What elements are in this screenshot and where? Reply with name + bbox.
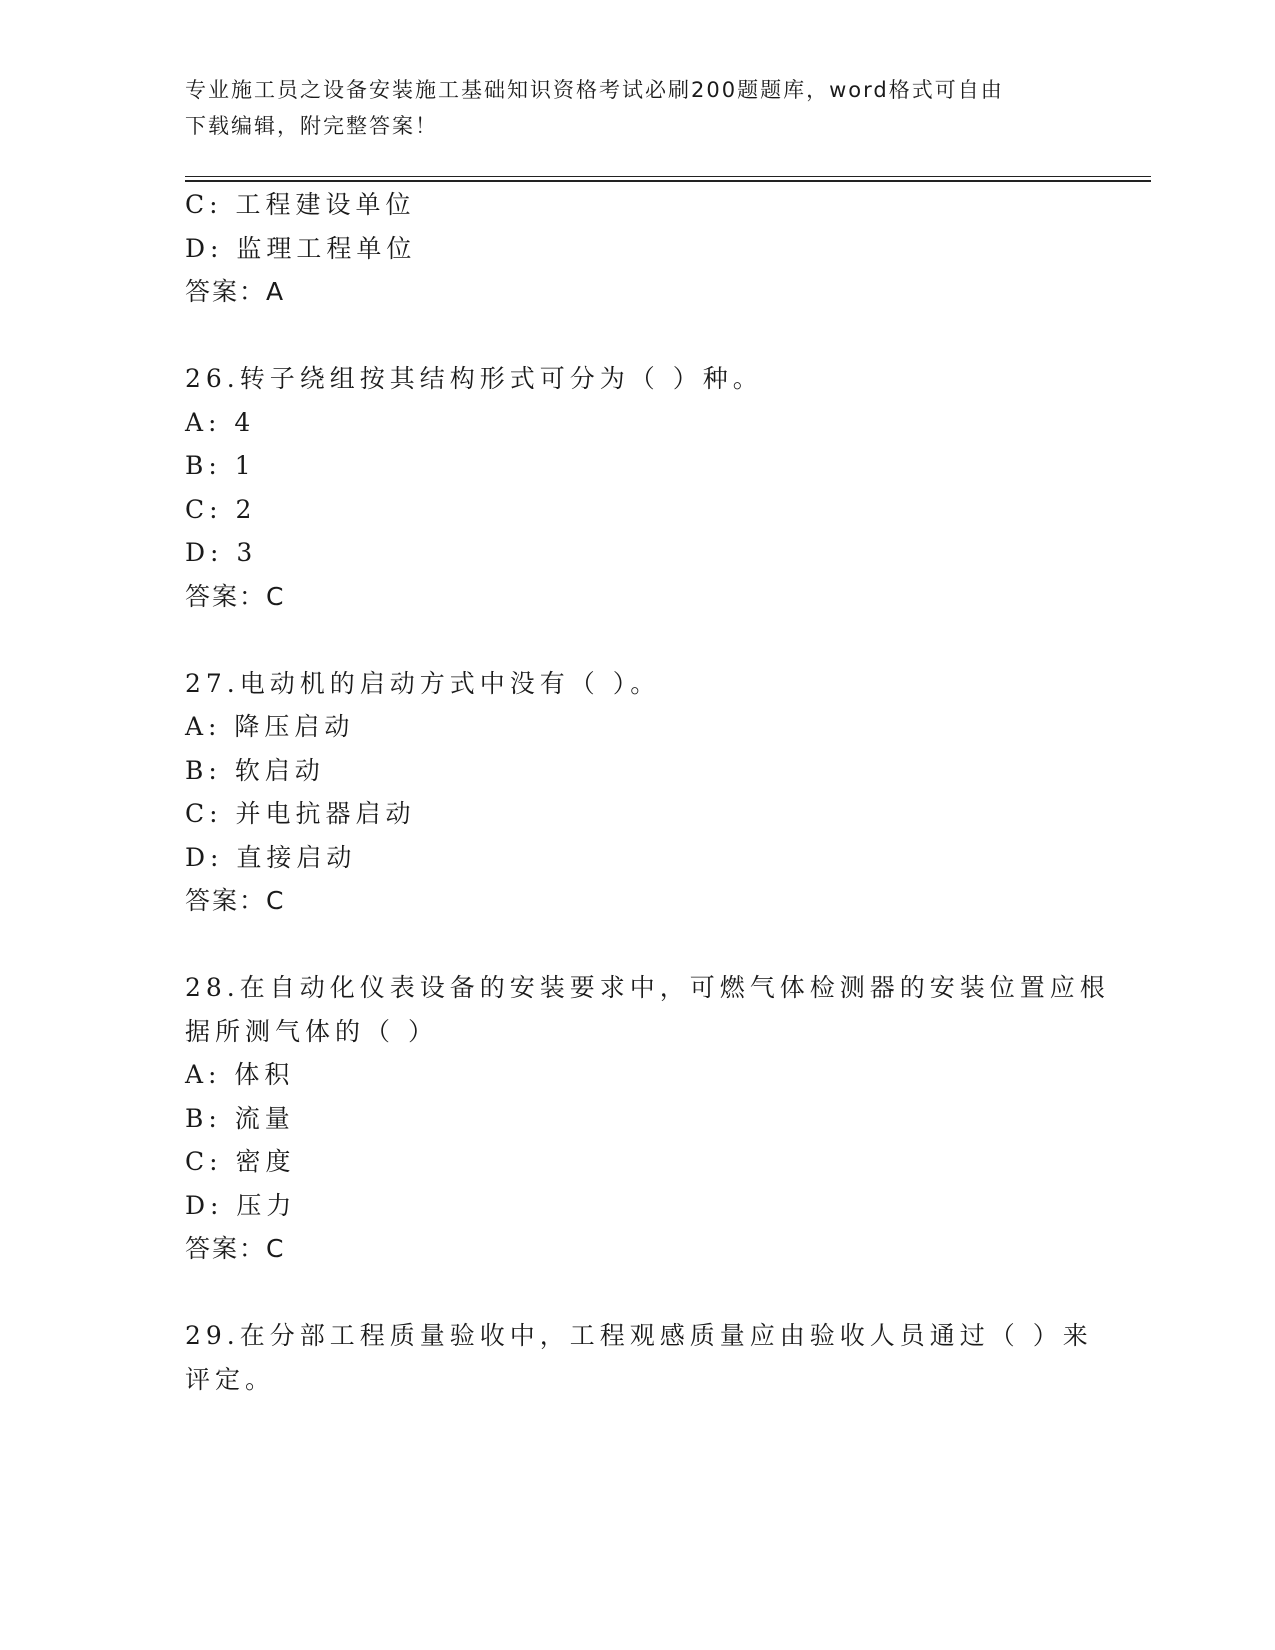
answer: 答案：C (185, 582, 286, 611)
question-stem: 26.转子绕组按其结构形式可分为（ ）种。 (185, 364, 763, 393)
question-stem: 27.电动机的启动方式中没有（ ）。 (185, 669, 661, 698)
question-stem: 29.在分部工程质量验收中，工程观感质量应由验收人员通过（ ）来 (185, 1321, 1093, 1350)
answer: 答案：C (185, 1234, 286, 1263)
option-a: A: 体积 (185, 1060, 295, 1089)
option-d: D: 监理工程单位 (185, 234, 417, 263)
option-c: C: 工程建设单位 (185, 190, 416, 219)
option-c: C: 2 (185, 495, 257, 524)
header-line-1: 专业施工员之设备安装施工基础知识资格考试必刷200题题库，word格式可自由 (185, 78, 1004, 102)
option-b: B: 流量 (185, 1104, 295, 1133)
document-header (185, 72, 1065, 144)
question-stem: 28.在自动化仪表设备的安装要求中，可燃气体检测器的安装位置应根 (185, 973, 1110, 1002)
option-c: C: 密度 (185, 1147, 296, 1176)
answer: 答案：C (185, 886, 286, 915)
header-divider-thin (185, 176, 1151, 177)
option-d: D: 压力 (185, 1191, 297, 1220)
header-divider-thick (185, 180, 1151, 182)
question-stem-continued: 据所测气体的（ ） (185, 1017, 438, 1046)
option-d: D: 3 (185, 538, 258, 567)
option-b: B: 1 (185, 451, 256, 480)
answer: 答案：A (185, 277, 286, 306)
header-line-2: 下载编辑，附完整答案！ (185, 114, 438, 138)
question-stem-continued: 评定。 (185, 1365, 276, 1394)
option-a: A: 降压启动 (185, 712, 355, 741)
option-a: A: 4 (185, 408, 256, 437)
option-c: C: 并电抗器启动 (185, 799, 416, 828)
option-b: B: 软启动 (185, 756, 325, 785)
option-d: D: 直接启动 (185, 843, 357, 872)
